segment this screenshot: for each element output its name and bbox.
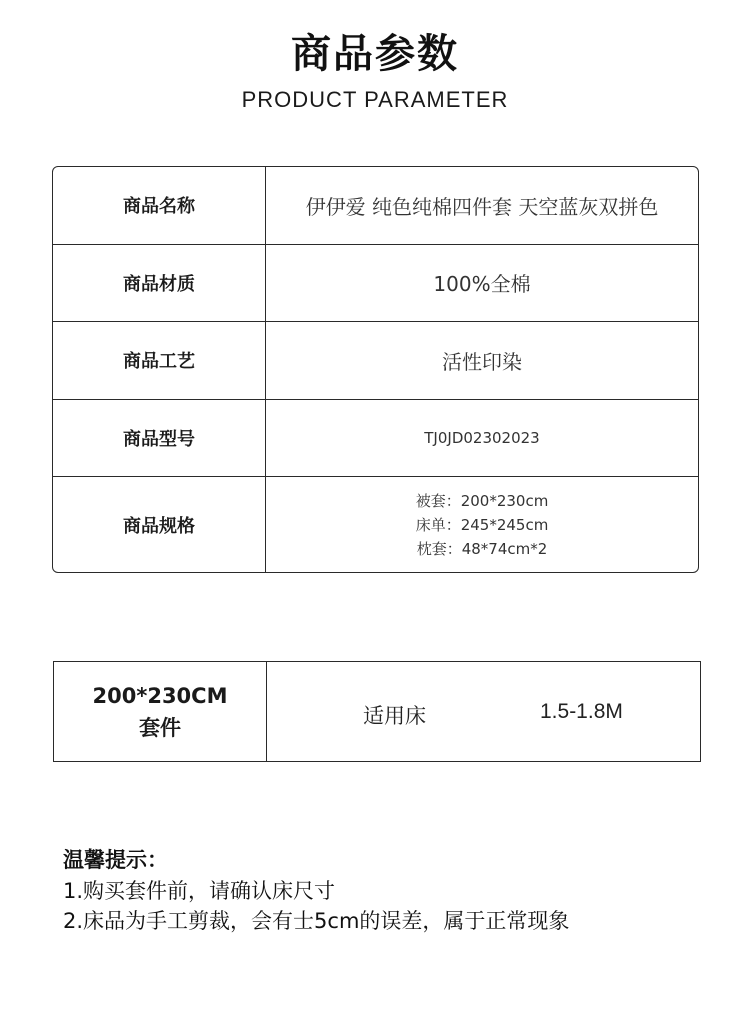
page-title: 商品参数 <box>291 31 459 77</box>
param-label-craft: 商品工艺 <box>53 322 266 399</box>
product-name-text: 伊伊爱 纯色纯棉四件套 天空蓝灰双拼色 <box>305 194 659 219</box>
spec-line-pillowcase: 枕套：48*74cm*2 <box>416 539 548 558</box>
param-row-material <box>53 245 698 323</box>
param-row-craft <box>53 322 698 400</box>
craft-text: 活性印染 <box>442 349 522 374</box>
model-text: TJ0JD02302023 <box>424 428 540 447</box>
param-row-name <box>53 167 698 245</box>
size-label <box>54 662 267 761</box>
param-label-spec: 商品规格 <box>53 477 266 572</box>
spec-line-sheet: 床单：245*245cm <box>415 515 549 534</box>
parameter-table <box>52 166 699 573</box>
material-text: 100%全棉 <box>433 272 531 297</box>
page-subtitle: PRODUCT PARAMETER <box>241 87 509 112</box>
spec-line-duvet: 被套：200*230cm <box>415 491 549 510</box>
param-value-spec <box>266 477 698 572</box>
size-dimension: 200*230CM <box>92 683 228 708</box>
tips-title: 温馨提示： <box>63 848 168 872</box>
bed-fit-label: 适用床 <box>363 704 426 728</box>
param-value-craft <box>266 322 698 399</box>
tips-section <box>63 844 703 936</box>
param-value-name <box>266 167 698 244</box>
param-value-material <box>266 245 698 322</box>
param-label-model: 商品型号 <box>53 400 266 477</box>
size-set-label: 套件 <box>139 715 181 740</box>
param-label-name: 商品名称 <box>53 167 266 244</box>
param-row-model <box>53 400 698 478</box>
tips-line-1: 1.购买套件前，请确认床尺寸 <box>63 879 336 903</box>
tips-line-2: 2.床品为手工剪裁，会有士5cm的误差，属于正常现象 <box>63 909 570 933</box>
size-value <box>267 662 700 761</box>
param-label-material: 商品材质 <box>53 245 266 322</box>
size-table <box>53 661 701 762</box>
bed-fit-size: 1.5-1.8M <box>540 700 623 723</box>
param-row-spec <box>53 477 698 572</box>
param-value-model <box>266 400 698 477</box>
